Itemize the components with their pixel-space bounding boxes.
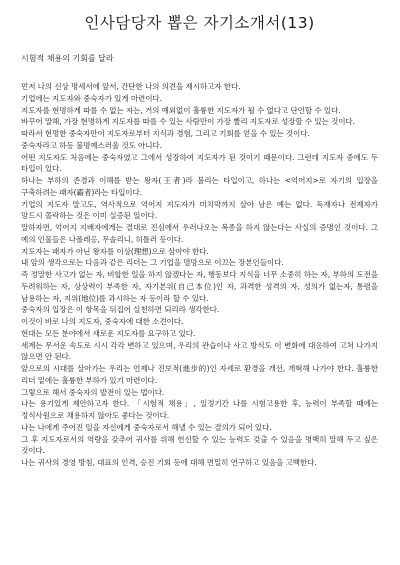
- body-paragraph: 세계는 무서운 속도로 시시 각각 변하고 있으며, 우리의 관습이나 사고 방식도 이 변화에 대응하여 고쳐 나가지 않으면 안 된다.: [21, 340, 378, 362]
- body-paragraph: 나는 나에게 주어진 일을 자신에게 중숙자로서 해낼 수 있는 결의가 되어 있다.: [21, 422, 272, 432]
- body-paragraph: 어떤 지도자도 처음에는 중숙자였고 그에서 성장하여 지도자가 된 것이기 때문이다. 그런데 지도자 중에도 두 타입이 있다.: [21, 152, 378, 174]
- body-paragraph: 앞으로의 시대를 살아가는 우리는 언제나 진보적(進步的)인 자세로 환경을 개선, 개혁해 나가야 한다. 훌륭한 리더 밑에는 훌륭한 부하가 있기 마련이다.: [21, 364, 378, 385]
- body-paragraph: 그렇으로 해서 중숙자의 발전이 있는 법이다.: [21, 387, 165, 397]
- body-paragraph: 나는 용기있게 제안하고자 한다. 「시험적 채용」, 일정기간 나를 시험고용한 후, 능력이 부족할 때에는 정식사원으로 채용하지 않아도 좋다는 것이다.: [21, 399, 378, 420]
- body-paragraph: 이것이 바로 나의 지도자, 중숙자에 대한 소견이다.: [21, 317, 184, 326]
- document-body: [21, 81, 378, 469]
- body-paragraph: 기업에는 지도자와 중숙자가 있게 마련이다.: [21, 93, 162, 103]
- document-subtitle: 시험적 채용의 기회를 달라: [21, 54, 114, 63]
- body-paragraph: 중숙자의 입장은 이 항목을 뒤집어 실천하면 되리라 생각한다.: [21, 305, 220, 315]
- body-paragraph: 먼저 나의 신상 명세서에 앞서, 간단한 나의 의견을 제시하고자 한다.: [21, 82, 241, 91]
- document-title: 인사담당자 뽑은 자기소개서(13): [84, 14, 315, 32]
- body-paragraph: 그 후 지도자로서의 역량을 갖추어 귀사를 위해 헌신할 수 있는 능력도 갖출 수 있음을 명백히 말해 두고 싶은 것이다.: [21, 434, 378, 456]
- body-paragraph: 지도자는 패자가 아닌 왕자를 이상(理想)으로 삼아야 한다.: [21, 246, 209, 256]
- body-paragraph: 내 앞의 생각으로는 다음과 같은 리더는 그 기업을 멸망으로 이끄는 장본인들이다.: [21, 258, 284, 268]
- body-paragraph: 하나는 부하의 존경과 이해를 받는 왕자(王者)라 불리는 타입이고, 하나는 <억어지>로 자기의 입장을 구축하려는 패자(霸者)라는 타입이다.: [21, 176, 378, 197]
- body-paragraph: 현대는 모든 분야에서 새로운 지도자를 요구하고 있다.: [21, 328, 196, 338]
- body-paragraph: 지도자를 현명하게 따를 수 없는 자는, 거의 예외없이 훌륭한 지도자가 될 수 없다고 단언할 수 있다.: [21, 105, 341, 115]
- body-paragraph: 따라서 현명한 중숙자만이 지도자로부터 지식과 경험, 그리고 기회를 얻을 수 있는 것이다.: [21, 129, 310, 138]
- body-paragraph: 즉 정말한 사고가 없는 자, 비합한 일을 하지 않겠다는 자, 행동보다 지식을 너무 소중히 하는 자, 부하의 도전을 두려워하는 자, 상상력이 부족한 자, 자기본위(自己本位)인 자, 과격한 성격의 자, 성의가 없는자, 통렴을 남용하는 자, 지위(地位)를 과시하는 자 등이라 할 수 있다.: [21, 270, 378, 303]
- body-paragraph: 말하자면, 억어지 지배자에게는 결대로 진심에서 우러나오는 복종을 하지 않는다는 사실의 증명인 것이다. 그 예의 인물들은 나폴레옹, 무솔리니, 히틀러 등이다.: [21, 223, 378, 244]
- body-paragraph: 나는 귀사의 경영 방침, 대표의 인격, 승진 기회 등에 대해 면밀히 연구하고 있음을 고백한다.: [21, 458, 317, 467]
- body-paragraph: 바꾸어 말해, 가장 현명하게 지도자를 따를 수 있는 사람만이 가장 빨리 지도자로 성장할 수 있는 것이다.: [21, 117, 355, 127]
- body-paragraph: 기업의 지도자 말고도, 역사적으로 억어지 지도자가 미치막까지 살아 남은 예는 없다. 독재자나 전제자가 망드시 몰락하는 것은 이미 실증된 일이다.: [21, 199, 378, 221]
- body-paragraph: 중숙자라고 하등 불명예스러울 것도 아니다.: [21, 140, 162, 150]
